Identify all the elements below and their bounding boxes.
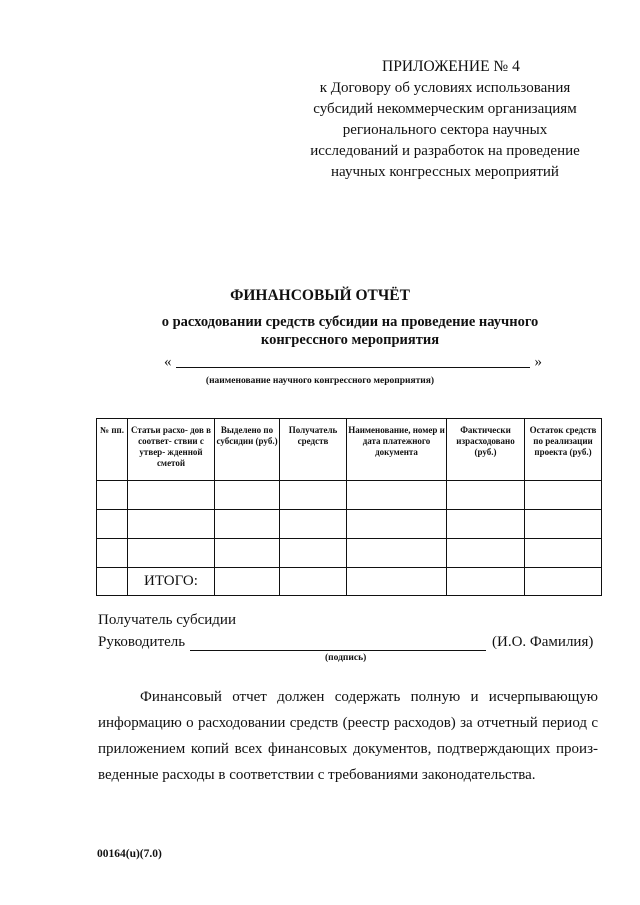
col-allocated-header: Выделено по субсидии (руб.) — [215, 419, 280, 481]
instruction-paragraph: Финансовый отчет должен содержать полную и исчерпывающую информацию о расходовании средств (реестр расходов) за отчетный период с приложением копий всех финансовых документов, подтверждающих произ- веденные расходы в соответствии с требованиями законодательства. — [98, 689, 598, 783]
table-cell[interactable] — [347, 481, 447, 510]
total-cell[interactable] — [215, 568, 280, 596]
signature-field[interactable] — [190, 650, 486, 651]
recipient-label: Получатель субсидии — [98, 612, 236, 628]
table-cell[interactable] — [525, 539, 602, 568]
name-placeholder: (И.О. Фамилия) — [492, 634, 594, 650]
table-cell[interactable] — [97, 539, 128, 568]
quote-open: « — [164, 354, 172, 370]
table-cell[interactable] — [447, 510, 525, 539]
event-name-caption: (наименование научного конгрессного мероприятия) — [205, 376, 435, 386]
table-row — [97, 539, 602, 568]
table-cell[interactable] — [525, 481, 602, 510]
report-subtitle: о расходовании средств субсидии на проведение научного конгрессного мероприятия — [161, 314, 539, 348]
table-header-row — [97, 419, 602, 481]
total-label: ИТОГО: — [128, 568, 215, 596]
table-cell[interactable] — [215, 481, 280, 510]
col-payment-document-header: Наименование, номер и дата платежного документа — [347, 419, 447, 481]
total-row — [97, 568, 602, 596]
event-name-field[interactable] — [164, 352, 542, 370]
appendix-subtitle: к Договору об условиях использования субсидий некоммерческим организациям регионального сектора научных исследований и разработок на проведение научных конгрессных мероприятий — [310, 80, 580, 180]
col-expense-items-header: Статьи расхо- дов в соответ- ствии с утвер- жденной сметой — [128, 419, 215, 481]
col-recipient-header: Получатель средств — [280, 419, 347, 481]
table-cell[interactable] — [128, 510, 215, 539]
table-cell[interactable] — [347, 539, 447, 568]
table-cell — [97, 568, 128, 596]
table-cell[interactable] — [347, 510, 447, 539]
table-row — [97, 481, 602, 510]
table-cell[interactable] — [280, 481, 347, 510]
event-name-underline — [176, 367, 530, 368]
col-number-header: № пп. — [97, 419, 128, 481]
signature-caption: (подпись) — [325, 653, 367, 663]
form-code: 00164(u)(7.0) — [97, 848, 162, 860]
table-cell[interactable] — [97, 510, 128, 539]
table-cell[interactable] — [215, 539, 280, 568]
quote-close: » — [534, 354, 542, 370]
table-cell[interactable] — [128, 481, 215, 510]
total-cell[interactable] — [347, 568, 447, 596]
total-cell[interactable] — [447, 568, 525, 596]
table-cell[interactable] — [447, 481, 525, 510]
table-row — [97, 510, 602, 539]
col-balance-header: Остаток средств по реализации проекта (руб.) — [525, 419, 602, 481]
table-cell[interactable] — [128, 539, 215, 568]
head-label: Руководитель — [98, 634, 186, 650]
appendix-title: ПРИЛОЖЕНИЕ № 4 — [382, 58, 520, 75]
report-title: ФИНАНСОВЫЙ ОТЧЁТ — [230, 287, 410, 304]
head-signature-line — [98, 634, 598, 654]
total-cell[interactable] — [280, 568, 347, 596]
table-cell[interactable] — [280, 510, 347, 539]
table-cell[interactable] — [525, 510, 602, 539]
table-cell[interactable] — [97, 481, 128, 510]
total-cell[interactable] — [525, 568, 602, 596]
expense-table — [96, 418, 602, 596]
table-cell[interactable] — [280, 539, 347, 568]
table-cell[interactable] — [447, 539, 525, 568]
col-spent-header: Фактически израсходовано (руб.) — [447, 419, 525, 481]
table-cell[interactable] — [215, 510, 280, 539]
